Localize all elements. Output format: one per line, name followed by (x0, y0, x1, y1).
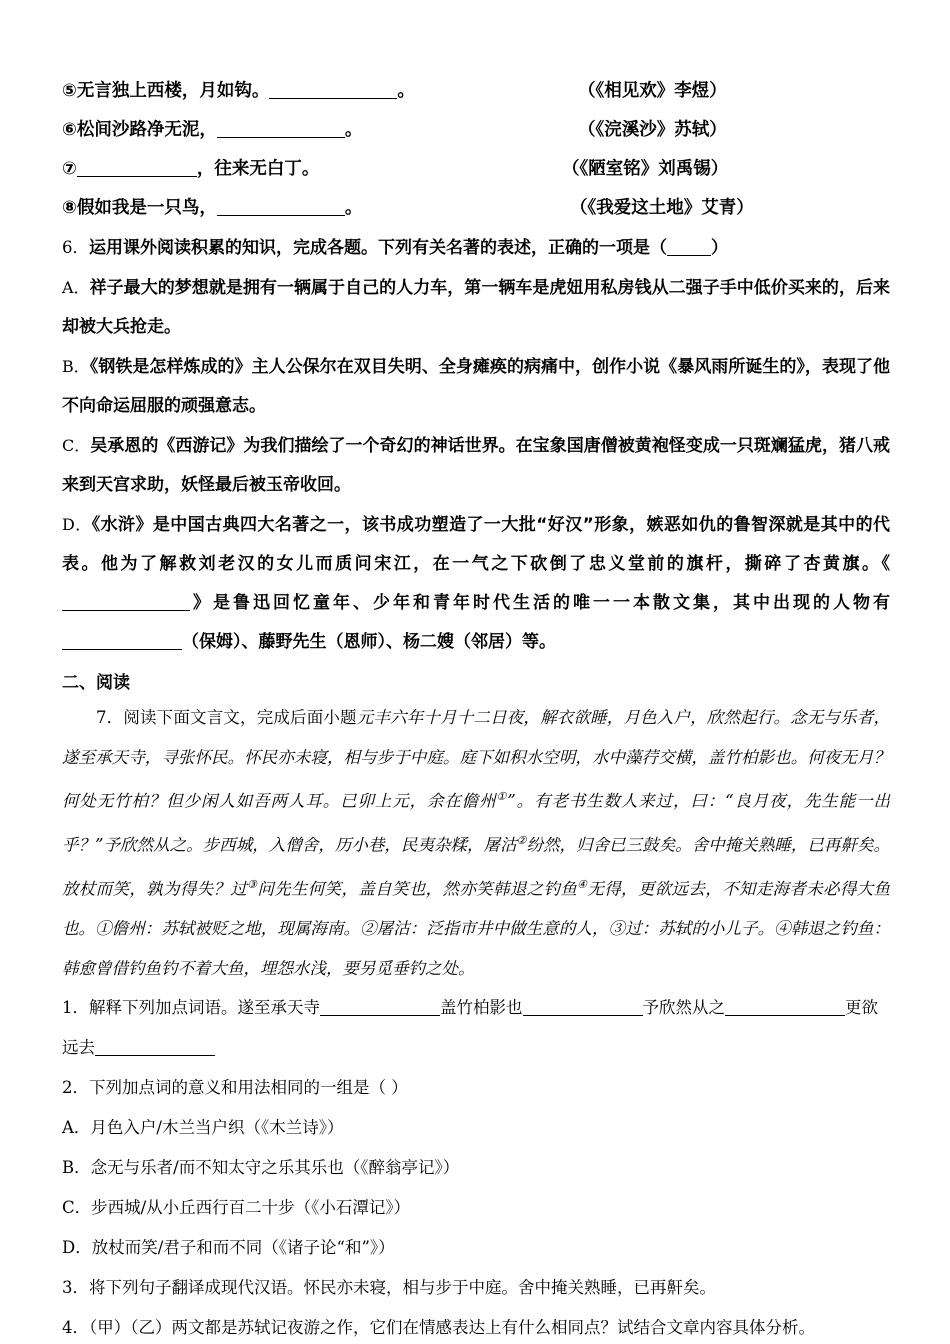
question-6-option-d[interactable] (62, 505, 890, 662)
sub2-option-a-label: A． (62, 1118, 91, 1137)
fill-blank-item-5 (62, 72, 890, 111)
option-d-text-part2: 》是鲁迅回忆童年、少年和青年时代生活的唯一一本散文集，其中出现的人物有 (190, 593, 890, 613)
option-d-text-part1: 《水浒》是中国古典四大名著之一，该书成功塑造了一大批“好汉”形象，嫉恶如仇的鲁智深就是其中的代表。他为了解救刘老汉的女儿而质问宋江，在一气之下砍倒了忠义堂前的旗杆，撕碎了杏黄旗。《 (62, 515, 890, 574)
item-5-marker: ⑤ (62, 81, 77, 101)
passage-note-marker-4: ④ (577, 878, 588, 891)
sub-question-2-text: 下列加点词的意义和用法相同的一组是（ ） (89, 1078, 408, 1097)
page-body (62, 72, 890, 1344)
sub-question-2-number: 2． (62, 1078, 89, 1097)
option-d-text-part3: （保姆）、藤野先生（恩师）、杨二嫂（邻居）等。 (182, 632, 556, 652)
option-c-label: C． (62, 436, 91, 455)
item-6-stem-after: 。 (344, 120, 363, 140)
sub-question-1-text-3: 予欣然从之 (642, 998, 725, 1017)
item-7-source: （《陋室铭》刘禹锡） (562, 159, 729, 179)
sub-question-1-text-1: 解释下列加点词语。遂至承天寺 (89, 998, 320, 1017)
question-7-passage-text-1: 元丰六年十月十二日夜，解衣欲睡，月色入户，欣然起行。念无与乐者，遂至承天寺，寻张怀民。怀民亦未寝，相与步于中庭。庭下如积水空明，水中藻荇交横，盖竹柏影也。何夜无月？何处无竹柏？但少闲人如吾两人耳。已卯上元，余在儋州 (62, 708, 891, 811)
fill-blank-item-7 (62, 150, 890, 189)
sub2-option-b-label: B． (62, 1158, 91, 1177)
question-6-prompt (62, 228, 890, 268)
passage-note-marker-3: ③ (247, 878, 258, 891)
sub-question-3 (62, 1268, 890, 1308)
item-6-answer-blank[interactable] (217, 123, 345, 138)
option-a-text: 祥子最大的梦想就是拥有一辆属于自己的人力车，第一辆车是虎妞用私房钱从二强子手中低价买来的，后来却被大兵抢走。 (62, 278, 891, 337)
question-6-answer-blank[interactable] (667, 241, 711, 256)
item-8-marker: ⑧ (62, 198, 77, 218)
item-7-stem-after: ，往来无白丁。 (196, 159, 320, 179)
sub-question-4 (62, 1308, 890, 1344)
sub2-option-d-text: 放杖而笑/君子和而不同（《诸子论“和”》） (91, 1238, 395, 1257)
sub-question-4-text: （甲）（乙）两文都是苏轼记夜游之作，它们在情感表达上有什么相同点？试结合文章内容具体分析。 (89, 1318, 815, 1337)
fill-blank-item-6 (62, 111, 890, 150)
sub-question-2-option-a[interactable] (62, 1108, 890, 1148)
sub-question-3-text: 将下列句子翻译成现代汉语。怀民亦未寝，相与步于中庭。舍中掩关熟睡，已再鼾矣。 (89, 1278, 716, 1297)
item-7-marker: ⑦ (62, 159, 77, 179)
option-b-label: B． (62, 357, 90, 376)
sub-question-4-number: 4． (62, 1318, 89, 1337)
sub-question-1-blank-2[interactable] (523, 1001, 643, 1016)
item-5-stem-after: 。 (397, 81, 415, 101)
option-c-text: 吴承恩的《西游记》为我们描绘了一个奇幻的神话世界。在宝象国唐僧被黄袍怪变成一只斑斓猛虎，猪八戒来到天宫求助，妖怪最后被玉帝收回。 (62, 436, 890, 495)
question-6-options (62, 268, 890, 662)
passage-note-marker-1: ① (496, 790, 508, 803)
item-8-answer-blank[interactable] (217, 201, 345, 216)
question-7-footnotes: ①儋州：苏轼被贬之地，现属海南。②屠沽：泛指市井中做生意的人，③过：苏轼的小儿子。④韩退之钓鱼：韩愈曾借钓鱼钓不着大鱼，埋怨水浅，要另觅垂钓之处。 (62, 919, 891, 978)
sub-question-1 (62, 988, 890, 1068)
question-6-number: 6． (62, 238, 89, 257)
option-d-label: D． (62, 515, 92, 534)
item-8-source: （《我爱这土地》艾青） (570, 198, 754, 218)
sub-question-1-blank-1[interactable] (320, 1001, 440, 1016)
sub-question-1-text-2: 盖竹柏影也 (440, 998, 523, 1017)
sub-question-1-text-4: 更欲远去 (62, 998, 878, 1057)
option-a-label: A． (62, 278, 90, 297)
question-7-passage-text-2: ”。有老书生数人来过，曰：“良月夜，先生能一出乎？”予欣然从之。步西城，入僧舍，历小巷，民夷杂糅，屠沽 (62, 791, 891, 855)
question-7-passage-text-5: 无得，更欲远去，不知走海者未必得大鱼也。 (62, 879, 891, 938)
sub-question-2-option-c[interactable] (62, 1188, 890, 1228)
item-6-stem-before: 松间沙路净无泥， (76, 120, 217, 140)
question-6-option-a[interactable] (62, 268, 890, 347)
question-7-passage-text-4: 问先生何笑，盖自笑也，然亦笑韩退之钓鱼 (257, 879, 578, 899)
item-7-answer-blank[interactable] (77, 162, 197, 177)
question-7-passage-text-3: 纷然，归舍已三鼓矣。舍中掩关熟睡，已再鼾矣。放杖而笑，孰为得失？过 (62, 835, 890, 899)
fill-blank-item-8 (62, 189, 890, 228)
item-8-stem-after: 。 (344, 198, 363, 218)
item-6-source: （《浣溪沙》苏轼） (578, 120, 727, 140)
sub-question-1-number: 1． (62, 998, 89, 1017)
sub-question-2 (62, 1068, 890, 1108)
option-d-character-blank[interactable] (62, 635, 182, 650)
section-2-heading: 二、阅读 (62, 673, 130, 693)
item-8-stem-before: 假如我是一只鸟， (76, 198, 217, 218)
question-7-passage (62, 698, 890, 988)
sub-question-2-option-b[interactable] (62, 1148, 890, 1188)
item-5-source: （《相见欢》李煜） (578, 81, 727, 101)
question-6-prompt-close: ） (711, 238, 728, 258)
item-5-stem-before: 无言独上西楼，月如钩。 (76, 81, 270, 101)
option-d-book-title-blank[interactable] (62, 596, 190, 611)
item-6-marker: ⑥ (62, 120, 77, 140)
passage-note-marker-2: ② (516, 834, 527, 847)
question-6-option-c[interactable] (62, 426, 890, 505)
option-b-text: 《钢铁是怎样炼成的》主人公保尔在双目失明、全身瘫痪的病痛中，创作小说《暴风雨所诞生的》，表现了他不向命运屈服的顽强意志。 (62, 357, 890, 416)
sub-question-2-options (62, 1108, 890, 1268)
sub-question-3-number: 3． (62, 1278, 89, 1297)
sub-question-1-blank-4[interactable] (95, 1041, 215, 1056)
sub2-option-c-text: 步西城/从小丘西行百二十步（《小石潭记》） (91, 1198, 411, 1217)
sub2-option-a-text: 月色入户/木兰当户织（《木兰诗》） (90, 1118, 344, 1137)
question-7-number: 7． (96, 708, 124, 727)
question-6-prompt-text: 运用课外阅读积累的知识，完成各题。下列有关名著的表述，正确的一项是（ (89, 238, 667, 258)
sub-question-2-option-d[interactable] (62, 1228, 890, 1268)
sub2-option-b-text: 念无与乐者/而不知太守之乐其乐也（《醉翁亭记》） (90, 1158, 460, 1177)
sub-question-1-blank-3[interactable] (725, 1001, 845, 1016)
item-5-answer-blank[interactable] (269, 84, 397, 99)
question-7-lead: 阅读下面文言文，完成后面小题 (123, 708, 357, 727)
sub2-option-c-label: C． (62, 1198, 92, 1217)
question-6-option-b[interactable] (62, 347, 890, 426)
sub2-option-d-label: D． (62, 1238, 92, 1257)
